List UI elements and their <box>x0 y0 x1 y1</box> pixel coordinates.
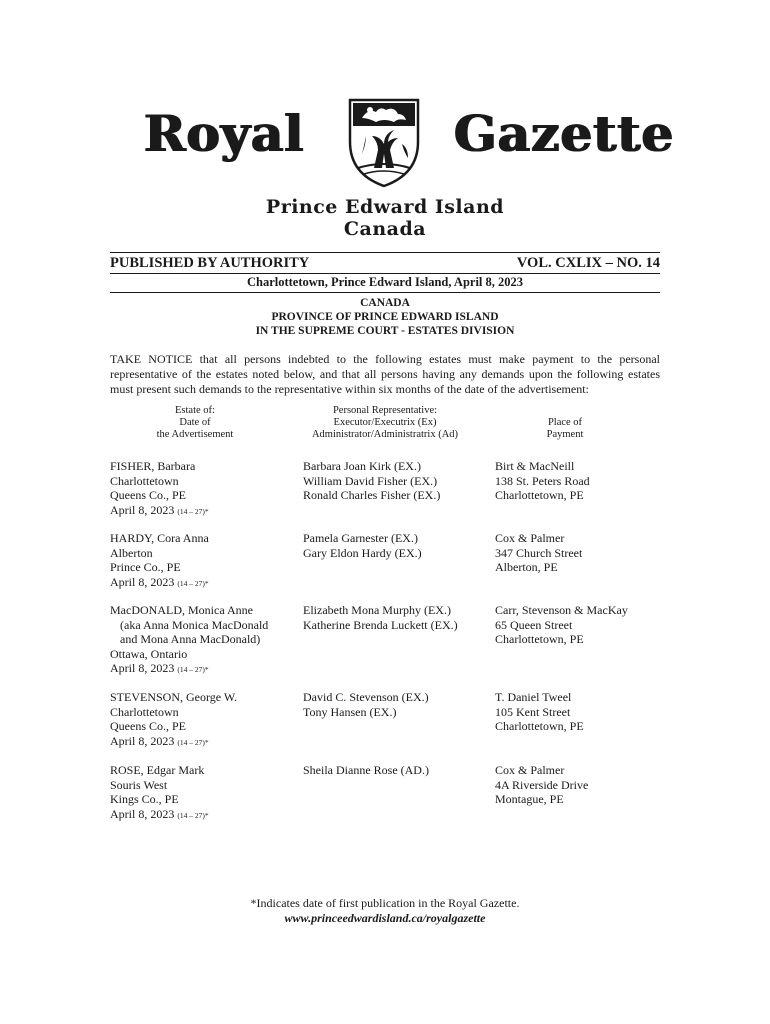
estate-location: Prince Co., PE <box>110 560 181 575</box>
column-header-payment-line: Payment <box>546 429 584 440</box>
column-header-representative <box>290 405 480 441</box>
court-heading <box>0 296 770 338</box>
payment-line: 4A Riverside Drive <box>495 777 589 792</box>
volume-number: VOL. CXLIX – NO. 14 <box>516 255 660 271</box>
estate-name: STEVENSON, George W. <box>110 690 238 704</box>
personal-representatives <box>303 603 493 632</box>
payment-line: Montague, PE <box>495 792 564 807</box>
estate-name: ROSE, Edgar Mark <box>110 763 205 777</box>
coat-of-arms-icon <box>344 96 424 188</box>
column-header-estate-line: Estate of: <box>175 405 215 416</box>
court-line-2: PROVINCE OF PRINCE EDWARD ISLAND <box>271 311 499 323</box>
published-by-authority: PUBLISHED BY AUTHORITY <box>110 255 310 271</box>
column-header-payment <box>495 417 635 441</box>
place-of-payment <box>495 690 665 734</box>
issue-range: (14 – 27)* <box>177 506 209 516</box>
column-header-representative-line: Administrator/Administratrix (Ad) <box>311 429 459 440</box>
payment-line: Birt & MacNeill <box>495 459 575 473</box>
advertisement-date <box>110 807 300 824</box>
court-line-1: CANADA <box>360 297 410 309</box>
estate-details <box>110 603 300 678</box>
estate-details <box>110 531 300 591</box>
payment-line: Cox & Palmer <box>495 531 565 545</box>
payment-line: Alberton, PE <box>495 560 558 575</box>
footnote: *Indicates date of first publication in the Royal Gazette. <box>250 896 520 910</box>
estate-name: HARDY, Cora Anna <box>110 531 209 545</box>
court-line-3: IN THE SUPREME COURT - ESTATES DIVISION <box>255 325 515 337</box>
column-header-representative-line: Executor/Executrix (Ex) <box>333 417 437 428</box>
payment-line: Charlottetown, PE <box>495 632 584 647</box>
advertisement-date-text: April 8, 2023 <box>110 502 175 517</box>
advertisement-date <box>110 661 300 678</box>
payment-line: Charlottetown, PE <box>495 488 584 503</box>
estate-location: Charlottetown <box>110 704 179 719</box>
representative: Pamela Garnester (EX.) <box>303 531 418 545</box>
representative: Barbara Joan Kirk (EX.) <box>303 459 421 473</box>
estate-name: FISHER, Barbara <box>110 459 196 473</box>
place-of-payment <box>495 603 665 647</box>
column-header-payment-line: Place of <box>547 417 583 428</box>
estate-name: MacDONALD, Monica Anne <box>110 603 253 617</box>
estate-location: Charlottetown <box>110 473 179 488</box>
dateline: Charlottetown, Prince Edward Island, April 8, 2023 <box>246 275 524 289</box>
place-of-payment <box>495 531 665 575</box>
masthead-royal: Royal <box>144 104 305 163</box>
estate-details <box>110 763 300 823</box>
publication-row <box>110 255 660 272</box>
representative: David C. Stevenson (EX.) <box>303 690 429 704</box>
notice-paragraph: TAKE NOTICE that all persons indebted to the following estates must make payment to the personal representative of the estates noted below, and that all persons having any demands upon the following estates must present such demands to the representative within six months of the date of the advertisement: <box>110 352 660 396</box>
place-of-payment <box>495 459 665 503</box>
personal-representatives <box>303 459 493 503</box>
advertisement-date-text: April 8, 2023 <box>110 806 175 821</box>
estate-location: Kings Co., PE <box>110 792 179 807</box>
payment-line: 138 St. Peters Road <box>495 473 590 488</box>
representative: Sheila Dianne Rose (AD.) <box>303 763 429 777</box>
estate-location: Queens Co., PE <box>110 719 186 734</box>
column-header-estate-line: the Advertisement <box>156 429 234 440</box>
advertisement-date <box>110 503 300 520</box>
issue-range: (14 – 27)* <box>177 810 209 820</box>
advertisement-date-text: April 8, 2023 <box>110 574 175 589</box>
payment-line: 105 Kent Street <box>495 704 571 719</box>
top-rule <box>110 252 660 253</box>
gazette-url-link[interactable]: www.princeedwardisland.ca/royalgazette <box>284 911 486 925</box>
payment-line: Carr, Stevenson & MacKay <box>495 603 628 617</box>
payment-line: 347 Church Street <box>495 545 583 560</box>
estate-location: Ottawa, Ontario <box>110 646 188 661</box>
masthead <box>110 96 675 191</box>
bottom-rule <box>110 292 660 293</box>
place-of-payment <box>495 763 665 807</box>
payment-line: T. Daniel Tweel <box>495 690 572 704</box>
estate-details <box>110 459 300 519</box>
payment-line: Cox & Palmer <box>495 763 565 777</box>
estate-alias: and Mona Anna MacDonald) <box>120 632 261 647</box>
middle-rule <box>110 273 660 274</box>
issue-range: (14 – 27)* <box>177 737 209 747</box>
payment-line: 65 Queen Street <box>495 617 573 632</box>
column-header-representative-line: Personal Representative: <box>332 405 438 416</box>
representative: Katherine Brenda Luckett (EX.) <box>303 617 458 632</box>
personal-representatives <box>303 763 493 778</box>
advertisement-date <box>110 734 300 751</box>
column-header-estate <box>110 405 280 441</box>
column-header-estate-line: Date of <box>179 417 211 428</box>
estate-location: Souris West <box>110 777 168 792</box>
masthead-country: Canada <box>343 218 427 240</box>
estate-location: Queens Co., PE <box>110 488 186 503</box>
estate-location: Alberton <box>110 545 153 560</box>
issue-range: (14 – 27)* <box>177 578 209 588</box>
advertisement-date <box>110 575 300 592</box>
masthead-province: Prince Edward Island <box>265 196 505 218</box>
advertisement-date-text: April 8, 2023 <box>110 661 175 676</box>
representative: Tony Hansen (EX.) <box>303 704 397 719</box>
estate-details <box>110 690 300 750</box>
issue-range: (14 – 27)* <box>177 665 209 675</box>
advertisement-date-text: April 8, 2023 <box>110 733 175 748</box>
payment-line: Charlottetown, PE <box>495 719 584 734</box>
estate-alias: (aka Anna Monica MacDonald <box>120 617 269 632</box>
personal-representatives <box>303 690 493 719</box>
personal-representatives <box>303 531 493 560</box>
masthead-gazette: Gazette <box>454 104 675 163</box>
representative: Ronald Charles Fisher (EX.) <box>303 488 441 503</box>
representative: Gary Eldon Hardy (EX.) <box>303 545 422 560</box>
representative: William David Fisher (EX.) <box>303 473 438 488</box>
representative: Elizabeth Mona Murphy (EX.) <box>303 603 451 617</box>
